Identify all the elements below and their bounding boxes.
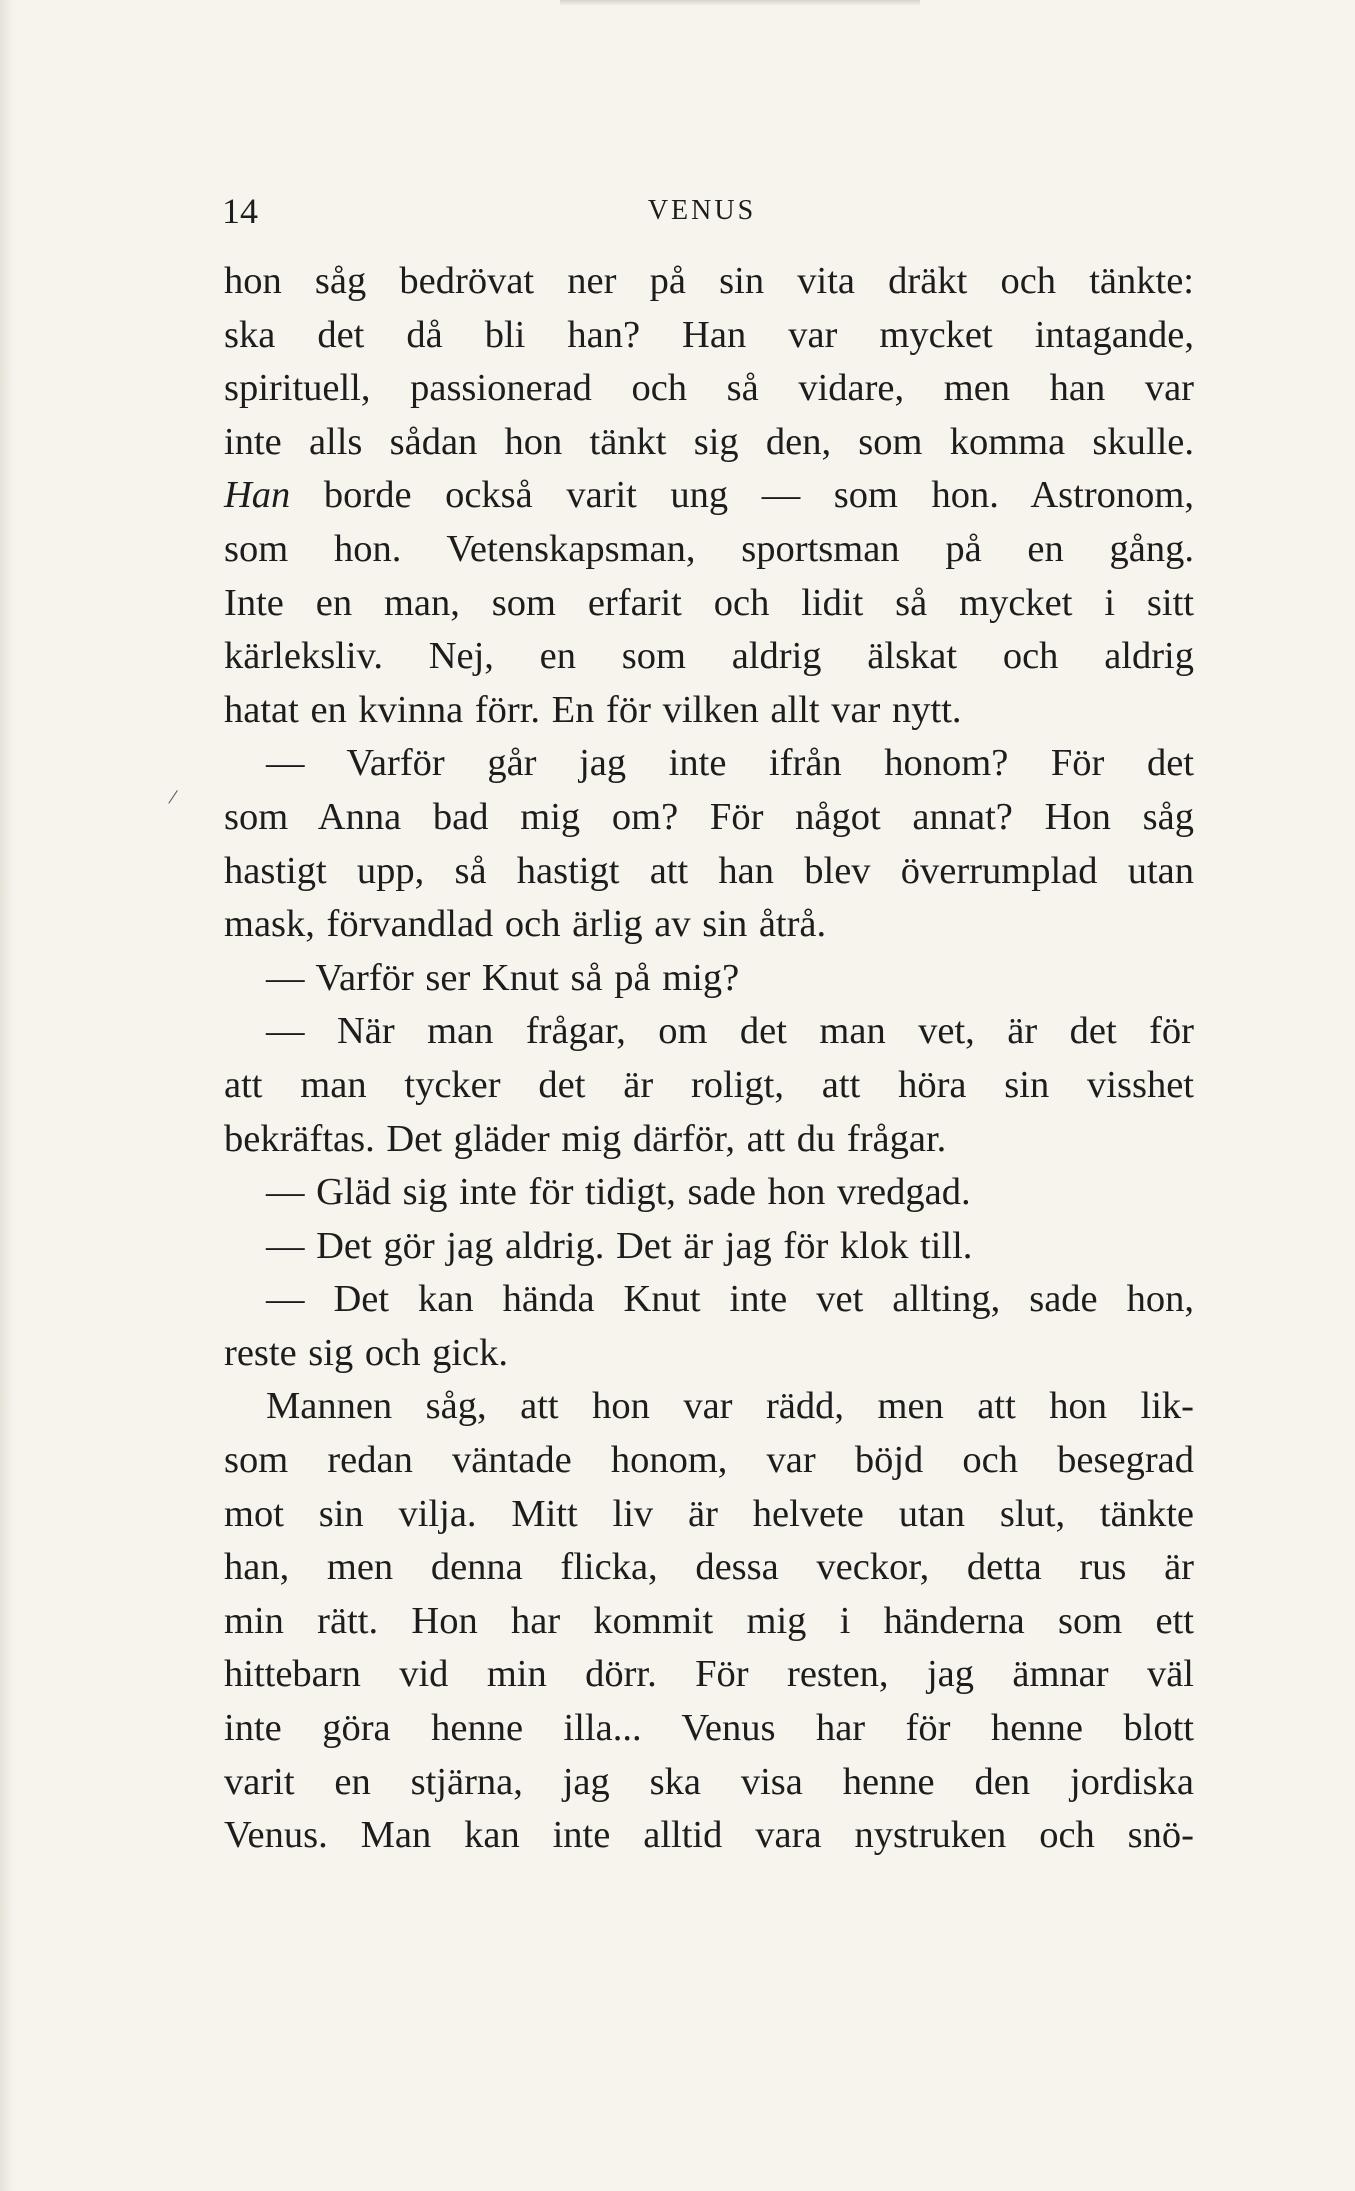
text-line: han, men denna flicka, dessa veckor, detta rus är	[224, 1546, 1194, 1589]
text-line: — Det kan hända Knut inte vet allting, sade hon,	[266, 1278, 1194, 1321]
text-line: bekräftas. Det gläder mig därför, att du frågar.	[224, 1117, 947, 1160]
text-line: min rätt. Hon har kommit mig i händerna som ett	[224, 1599, 1194, 1642]
text-line: ska det då bli han? Han var mycket intagande,	[224, 313, 1194, 356]
text-line: Venus. Man kan inte alltid vara nystruken och snö-	[224, 1814, 1194, 1857]
text-line: spirituell, passionerad och så vidare, men han var	[224, 367, 1194, 410]
text-line: — Varför ser Knut så på mig?	[266, 956, 740, 999]
page-header	[222, 186, 1182, 236]
text-line: hatat en kvinna förr. En för vilken allt var nytt.	[224, 688, 962, 731]
text-line: kärleksliv. Nej, en som aldrig älskat och aldrig	[224, 635, 1194, 678]
text-line: hittebarn vid min dörr. För resten, jag ämnar väl	[224, 1653, 1194, 1696]
text-line: Mannen såg, att hon var rädd, men att hon lik-	[266, 1385, 1194, 1428]
text-line: som redan väntade honom, var böjd och besegrad	[224, 1439, 1194, 1482]
text-line: hon såg bedrövat ner på sin vita dräkt och tänkte:	[224, 260, 1194, 302]
text-line: — Gläd sig inte för tidigt, sade hon vredgad.	[266, 1171, 971, 1214]
page-number: 14	[222, 191, 258, 231]
text-line: som Anna bad mig om? För något annat? Hon såg	[224, 795, 1194, 838]
page-edge-shadow	[0, 0, 14, 2191]
text-line: hastigt upp, så hastigt att han blev överrumplad utan	[224, 849, 1194, 892]
text-line: inte göra henne illa... Venus har för henne blott	[224, 1707, 1194, 1750]
text-line: mot sin vilja. Mitt liv är helvete utan slut, tänkte	[224, 1492, 1194, 1535]
text-line: Inte en man, som erfarit och lidit så mycket i sitt	[224, 581, 1194, 624]
text-line: som hon. Vetenskapsman, sportsman på en gång.	[224, 527, 1194, 570]
text-line: inte alls sådan hon tänkt sig den, som komma skulle.	[224, 420, 1194, 463]
body-text	[224, 255, 1194, 1863]
italic-word: Han	[224, 474, 291, 517]
text-line: reste sig och gick.	[224, 1331, 508, 1374]
text-line: — Det gör jag aldrig. Det är jag för klok till.	[266, 1224, 973, 1267]
text-line: att man tycker det är roligt, att höra sin visshet	[224, 1063, 1194, 1106]
running-head: VENUS	[647, 195, 757, 226]
text-line: — Varför går jag inte ifrån honom? För det	[266, 742, 1194, 785]
margin-pencil-mark: /	[166, 783, 180, 810]
text-line: mask, förvandlad och ärlig av sin åtrå.	[224, 903, 827, 946]
text-line: Han borde också varit ung — som hon. Astronom,	[224, 474, 1194, 517]
text-line: — När man frågar, om det man vet, är det för	[266, 1010, 1194, 1053]
scan-smudge	[560, 0, 920, 6]
text-line: varit en stjärna, jag ska visa henne den jordiska	[224, 1760, 1194, 1803]
